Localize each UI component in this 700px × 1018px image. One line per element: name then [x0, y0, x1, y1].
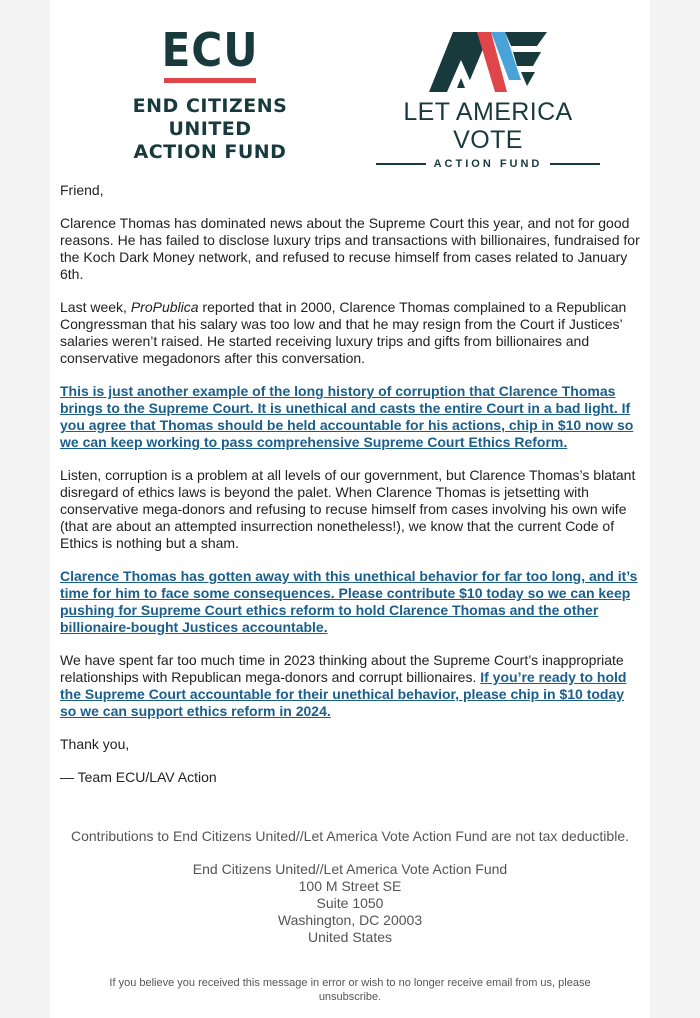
- cta-paragraph-2: [60, 568, 642, 636]
- paragraph-4-text: We have spent far too much time in 2023 thinking about the Supreme Court’s inappropriate relationships with Republican mega-donors and corrupt billionaires.: [60, 652, 624, 685]
- lav-logo-icon: [429, 26, 547, 92]
- address-street: 100 M Street SE: [298, 878, 402, 894]
- paragraph-2: [60, 299, 642, 367]
- donate-link-2[interactable]: Clarence Thomas has gotten away with this unethical behavior for far too long, and it’s time for him to face some consequences. Please contribute $10 today so we can keep pushing for Supreme Court ethics reform to hold Clarence Thomas and the other billionaire-bought Justices accountable.: [60, 568, 638, 635]
- paragraph-3: Listen, corruption is a problem at all levels of our government, but Clarence Thomas’s blatant disregard of ethics laws is beyond the palet. When Clarence Thomas is jetsetting with conservative mega-donors and refusing to recuse himself from cases involving his own wife (that are about an attempted insurrection nonetheless!), we know that the current Code of Ethics is nothing but a sham.: [60, 467, 636, 551]
- greeting: Friend,: [60, 182, 104, 198]
- paragraph-2-start: Last week,: [60, 299, 131, 315]
- address-country: United States: [307, 929, 393, 945]
- email-body: [60, 182, 642, 802]
- tax-disclaimer: Contributions to End Citizens United//Let America Vote Action Fund are not tax deductible.: [71, 828, 629, 844]
- ecu-logo-mark: ECU: [161, 23, 259, 77]
- thanks: Thank you,: [60, 736, 130, 752]
- lav-logo-subtitle: ACTION FUND: [433, 158, 543, 170]
- lav-logo: [368, 26, 608, 170]
- paragraph-1: Clarence Thomas has dominated news about the Supreme Court this year, and not for good reasons. He has failed to disclose luxury trips and transactions with billionaires, fundraised for the Koch Dark Money network, and refused to recuse himself from cases related to January 6th.: [60, 215, 640, 282]
- lav-rule-left: [376, 163, 426, 165]
- ecu-logo-line1: END CITIZENS UNITED: [132, 95, 288, 140]
- footer: [50, 828, 650, 946]
- cta-paragraph-1: [60, 383, 642, 451]
- lav-rule-right: [550, 163, 600, 165]
- ecu-logo-bar: [164, 78, 256, 83]
- signoff: — Team ECU/LAV Action: [60, 769, 217, 785]
- address-suite: Suite 1050: [316, 895, 384, 911]
- mailing-address: [50, 861, 650, 946]
- lav-logo-title: LET AMERICA VOTE: [403, 98, 573, 154]
- propublica-name: ProPublica: [130, 299, 199, 315]
- paragraph-4: [60, 652, 642, 720]
- address-city: Washington, DC 20003: [277, 912, 423, 928]
- address-org: End Citizens United//Let America Vote Action Fund: [192, 861, 508, 877]
- donate-link-3[interactable]: If you’re ready to hold the Supreme Court accountable for their unethical behavior, please chip in $10 today so we can support ethics reform in 2024.: [60, 669, 627, 719]
- ecu-logo: [100, 24, 320, 164]
- lav-logo-subtitle-row: [368, 158, 608, 170]
- donate-link-1[interactable]: This is just another example of the long history of corruption that Clarence Thomas brings to the Supreme Court. It is unethical and casts the entire Court in a bad light. If you agree that Thomas should be held accountable for his actions, chip in $10 now so we can keep working to pass comprehensive Supreme Court Ethics Reform.: [60, 383, 634, 450]
- header-logos: [50, 0, 650, 170]
- ecu-logo-line2: ACTION FUND: [133, 141, 287, 163]
- email-card: [50, 0, 650, 1018]
- unsubscribe-notice[interactable]: If you believe you received this message in error or wish to no longer receive email from us, please unsubscribe.: [109, 977, 591, 1003]
- paragraph-2-end: reported that in 2000, Clarence Thomas complained to a Republican Congressman that his salary was too low and that he may resign from the Court if Justices’ salaries weren’t raised. He started receiving luxury trips and gifts from billionaires and conservative megadonors after this conversation.: [60, 299, 627, 366]
